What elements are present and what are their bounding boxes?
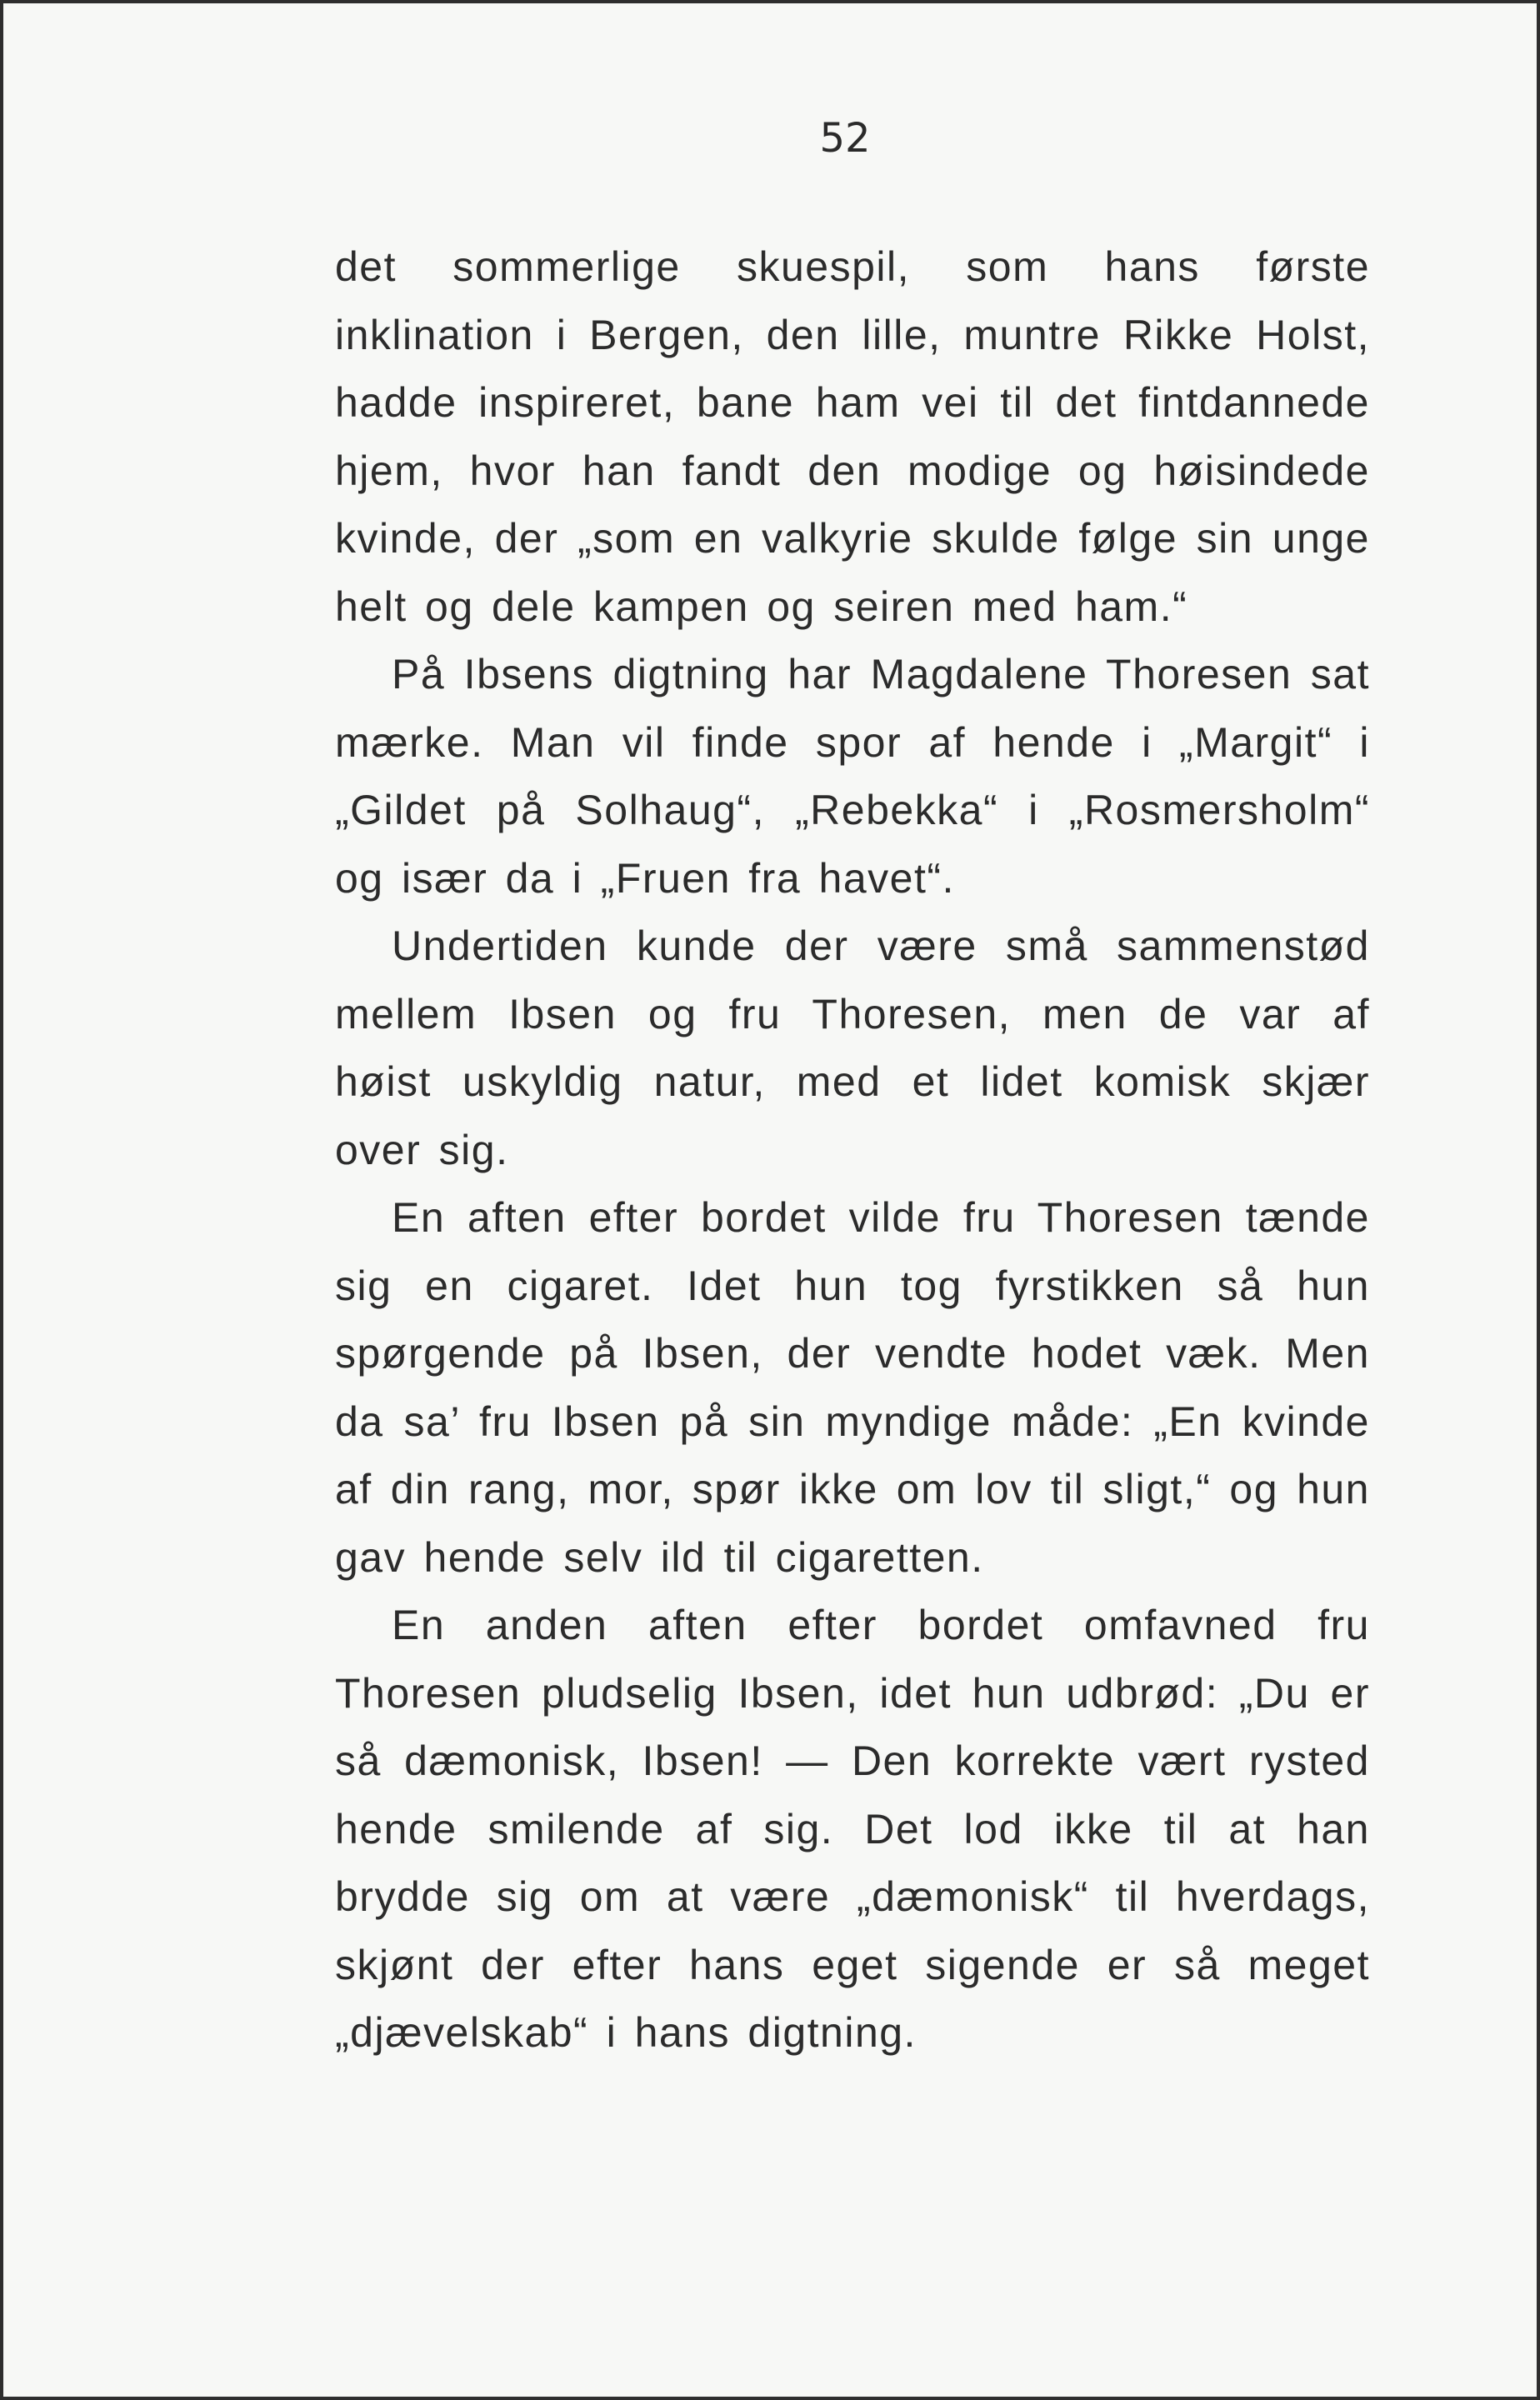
paragraph: Undertiden kunde der være små sammenstød mellem Ibsen og fru Thoresen, men de var af høist uskyldig natur, med et lidet komisk skjær over sig.	[335, 922, 1370, 1173]
book-page	[3, 3, 1537, 2397]
page-number: 52	[819, 115, 871, 162]
paragraph: På Ibsens digtning har Magdalene Thoresen sat mærke. Man vil finde spor af hende i „Margit“ i „Gildet på Solhaug“, „Rebekka“ i „Rosmersholm“ og især da i „Fruen fra havet“.	[335, 651, 1370, 902]
paragraph: En anden aften efter bordet omfavned fru Thoresen pludselig Ibsen, idet hun udbrød: „Du er så dæmonisk, Ibsen! — Den korrekte vært rysted hende smilende af sig. Det lod ikke til at han brydde sig om at være „dæmonisk“ til hverdags, skjønt der efter hans eget sigende er så meget „djævelskab“ i hans digtning.	[335, 1602, 1370, 2056]
paragraph: En aften efter bordet vilde fru Thoresen tænde sig en cigaret. Idet hun tog fyrstikken så hun spørgende på Ibsen, der vendte hodet væk. Men da sa’ fru Ibsen på sin myndige måde: „En kvinde af din rang, mor, spør ikke om lov til sligt,“ og hun gav hende selv ild til cigaretten.	[335, 1194, 1370, 1581]
paragraph: det sommerlige skuespil, som hans første inklination i Bergen, den lille, muntre Rikke Holst, hadde inspireret, bane ham vei til det fintdannede hjem, hvor han fandt den modige og høisindede kvinde, der „som en valkyrie skulde følge sin unge helt og dele kampen og seiren med ham.“	[335, 243, 1370, 630]
body-text	[335, 233, 1370, 2068]
